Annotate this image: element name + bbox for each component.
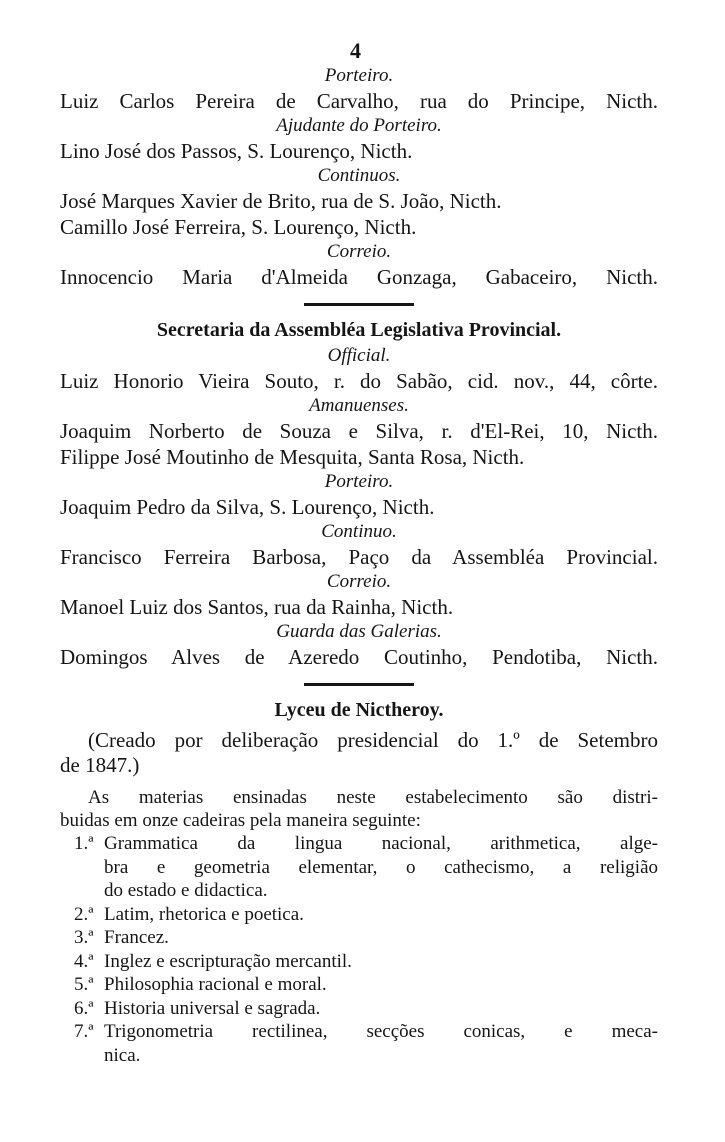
- item-number: 1.ª: [74, 833, 94, 854]
- item-line: Francez.: [104, 927, 169, 948]
- item-line: Historia universal e sagrada.: [104, 997, 321, 1019]
- porteiro-entry: Luiz Carlos Pereira de Carvalho, rua do Principe, Nicth.: [60, 89, 658, 113]
- item-line: do estado e didactica.: [104, 880, 268, 901]
- item-line: Philosophia racional e moral.: [104, 974, 327, 995]
- correio-title: Correio.: [326, 241, 392, 262]
- item-line: Inglez e escripturação mercantil.: [104, 950, 352, 972]
- intro-line: As materias ensinadas neste estabelecimento são distri-: [88, 787, 658, 808]
- note-line: (Creado por deliberação presidencial do 1.º de Setembro: [88, 728, 658, 752]
- secretaria-heading: Secretaria da Assembléa Legislativa Provincial.: [156, 319, 562, 341]
- item-number: 5.ª: [74, 974, 94, 995]
- section-lyceu: [60, 696, 658, 1067]
- item-number: 3.ª: [74, 927, 94, 948]
- correio-entry: Manoel Luiz dos Santos, rua da Rainha, Nicth.: [60, 595, 454, 619]
- official-title: Official.: [327, 345, 391, 366]
- lyceu-heading: Lyceu de Nictheroy.: [274, 699, 444, 721]
- list-item: [60, 903, 658, 927]
- ajudante-title: Ajudante do Porteiro.: [276, 115, 442, 136]
- guarda-entry: Domingos Alves de Azeredo Coutinho, Pendotiba, Nicth.: [60, 645, 658, 669]
- list-item: [60, 832, 658, 903]
- porteiro-title: Porteiro.: [324, 471, 394, 492]
- continuo-entry: Francisco Ferreira Barbosa, Paço da Assembléa Provincial.: [60, 545, 658, 569]
- amanuense-entry: Joaquim Norberto de Souza e Silva, r. d'El-Rei, 10, Nicth.: [60, 419, 658, 443]
- continuo-entry: José Marques Xavier de Brito, rua de S. João, Nicth.: [60, 189, 502, 213]
- item-number: 2.ª: [74, 903, 94, 925]
- item-line: Grammatica da lingua nacional, arithmetica, alge-: [104, 833, 658, 854]
- section-divider: [304, 683, 414, 686]
- item-line: Latim, rhetorica e poetica.: [104, 903, 304, 925]
- ajudante-entry: Lino José dos Passos, S. Lourenço, Nicth.: [60, 139, 413, 163]
- cadeiras-list: [60, 832, 658, 1067]
- official-entry: Luiz Honorio Vieira Souto, r. do Sabão, cid. nov., 44, côrte.: [60, 369, 658, 393]
- porteiro-title: Porteiro.: [324, 65, 394, 86]
- porteiro-entry: Joaquim Pedro da Silva, S. Lourenço, Nicth.: [60, 495, 435, 519]
- item-line: bra e geometria elementar, o cathecismo, a religião: [104, 856, 658, 878]
- section-secretaria: [60, 316, 658, 670]
- item-line: Trigonometria rectilinea, secções conicas, e meca-: [104, 1021, 658, 1042]
- section-porteiros: [60, 64, 658, 290]
- continuo-title: Continuo.: [321, 521, 397, 542]
- continuos-title: Continuos.: [317, 165, 401, 186]
- note-line: de 1847.): [60, 753, 140, 777]
- page-number: 4: [350, 38, 361, 63]
- page-content: [60, 64, 658, 1067]
- item-number: 6.ª: [74, 997, 94, 1019]
- continuo-entry: Camillo José Ferreira, S. Lourenço, Nicth.: [60, 215, 417, 239]
- amanuense-entry: Filippe José Moutinho de Mesquita, Santa Rosa, Nicth.: [60, 445, 525, 469]
- item-number: 4.ª: [74, 950, 94, 972]
- lyceu-intro: [60, 786, 658, 832]
- correio-entry: Innocencio Maria d'Almeida Gonzaga, Gabaceiro, Nicth.: [60, 265, 658, 289]
- list-item: [60, 950, 658, 974]
- item-number: 7.ª: [74, 1021, 94, 1042]
- intro-line: buidas em onze cadeiras pela maneira seguinte:: [60, 810, 421, 831]
- lyceu-creation-note: [60, 728, 658, 778]
- section-divider: [304, 303, 414, 306]
- item-line: nica.: [104, 1044, 141, 1066]
- list-item: [60, 1020, 658, 1067]
- list-item: [60, 973, 658, 997]
- amanuenses-title: Amanuenses.: [309, 395, 409, 416]
- list-item: [60, 926, 658, 950]
- correio-title: Correio.: [326, 571, 392, 592]
- guarda-title: Guarda das Galerias.: [276, 621, 442, 642]
- list-item: [60, 997, 658, 1021]
